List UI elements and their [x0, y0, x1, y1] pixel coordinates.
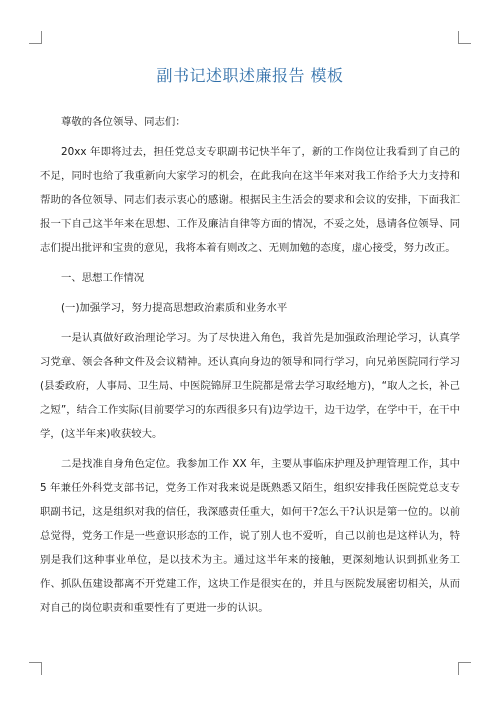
- section-heading: 一、思想工作情况: [61, 272, 145, 284]
- crop-mark-bottom-right: [458, 662, 471, 675]
- subsection-heading: (一)加强学习，努力提高思想政治素质和业务水平: [61, 302, 288, 314]
- paragraph-study: 一是认真做好政治理论学习。为了尽快进入角色，我首先是加强政治理论学习，认真学习党章、领会各种文件及会议精神。还认真向身边的领导和同行学习，向兄弟医院同行学习(县委政府，人事局、卫生局、中医院锦屏卫生院都是常去学习取经地方)，“取人之长，补己之短”，结合工作实际(目前要学习的东西很多只有)边学边干，边干边学，在学中干，在干中学，(这半年来)收获较大。: [40, 332, 460, 440]
- crop-mark-bottom-left: [29, 662, 42, 675]
- document-body: [40, 110, 460, 626]
- document-title: 副书记述职述廉报告 模板: [156, 66, 344, 85]
- paragraph-intro: 20xx 年即将过去，担任党总支专职副书记快半年了，新的工作岗位让我看到了自己的不足，同时也给了我重新向大家学习的机会，在此我向在这半年来对我工作给予大力支持和帮助的各位领导、同志们表示衷心的感谢。根据民主生活会的要求和会议的安排，下面我汇报一下自己这半年来在思想、工作及廉洁自律等方面的情况，不妥之处，恳请各位领导、同志们提出批评和宝贵的意见，我将本着有则改之、无则加勉的态度，虚心接受，努力改正。: [40, 146, 460, 254]
- crop-mark-top-right: [458, 31, 471, 44]
- salutation: 尊敬的各位领导、同志们：: [61, 116, 186, 128]
- crop-mark-top-left: [29, 31, 42, 44]
- paragraph-role: 二是找准自身角色定位。我参加工作 XX 年，主要从事临床护理及护理管理工作，其中 5 年兼任外科党支部书记，党务工作对我来说是既熟悉又陌生，组织安排我任医院党总支专职副书记，这是组织对我的信任，我深感责任重大，如何干?怎么干?认识是第一位的。以前总觉得，党务工作是一些意识形态的工作，说了别人也不爱听，自己以前也是这样认为，特别是我们这种事业单位，是以技术为主。通过这半年来的接触，更深刻地认识到抓业务工作、抓队伍建设都离不开党建工作，这块工作是很实在的，并且与医院发展密切相关，从而对自己的岗位职责和重要性有了更进一步的认识。: [40, 458, 460, 614]
